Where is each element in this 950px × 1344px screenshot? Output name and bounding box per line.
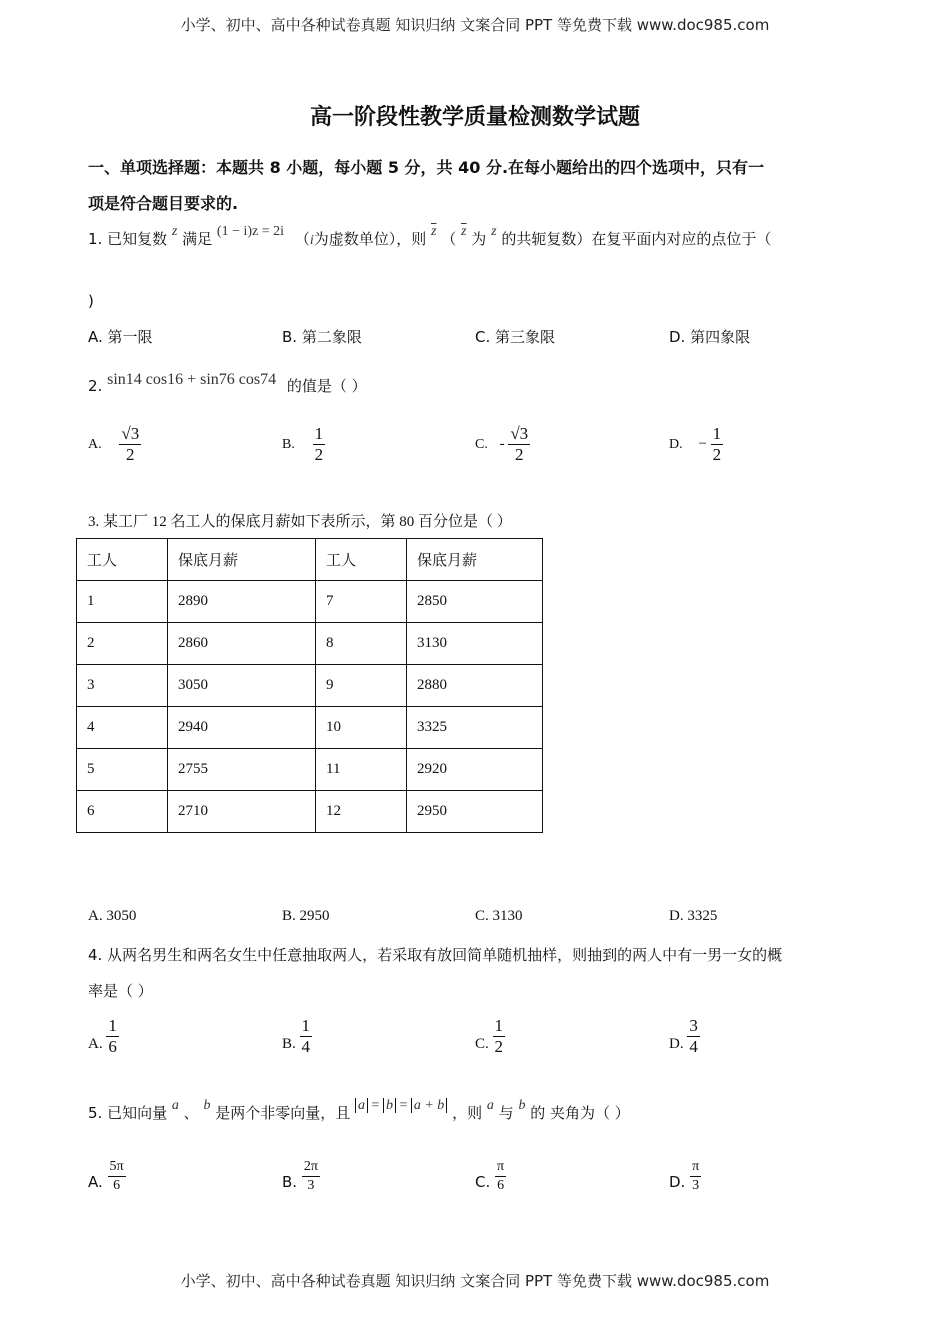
table-cell: 12 bbox=[316, 791, 407, 833]
table-cell: 2920 bbox=[407, 749, 543, 791]
q1-var-zbar-2: $\overline{z}$ bbox=[461, 224, 467, 239]
q4-option-c[interactable]: C. $\frac{1}{2}$ bbox=[475, 1016, 504, 1056]
section-heading-line1: 一、单项选择题：本题共 8 小题，每小题 5 分，共 40 分.在每小题给出的四个选项中，只有一 bbox=[88, 158, 765, 177]
q2-option-a[interactable]: A. $\frac{√3}{2}$ bbox=[88, 424, 140, 464]
table-cell: 1 bbox=[77, 581, 168, 623]
page-footer: 小学、初中、高中各种试卷真题 知识归纳 文案合同 PPT 等免费下载 www.doc985.com bbox=[180, 1272, 770, 1290]
table-header-cell: 保底月薪 bbox=[168, 539, 316, 581]
q5-option-c[interactable]: C. $\frac{\pi}{6}$ bbox=[475, 1159, 505, 1193]
table-cell: 2860 bbox=[168, 623, 316, 665]
table-cell: 5 bbox=[77, 749, 168, 791]
table-cell: 8 bbox=[316, 623, 407, 665]
section-heading-line2: 项是符合题目要求的. bbox=[88, 194, 239, 213]
q1-text-3: （ bbox=[294, 230, 310, 248]
table-cell: 2850 bbox=[407, 581, 543, 623]
q1-text-7: 的共轭复数）在复平面内对应的点位于（ bbox=[501, 230, 772, 248]
q1-number: 1. bbox=[88, 230, 103, 248]
q1-equation: (1 − i)z = 2i bbox=[216, 224, 285, 239]
table-header-cell: 工人 bbox=[316, 539, 407, 581]
q5-option-b[interactable]: B. $\frac{2\pi}{3}$ bbox=[282, 1159, 318, 1193]
question-4-line1: 4. 从两名男生和两名女生中任意抽取两人，若采取有放回简单随机抽样，则抽到的两人中有一男一女的概 bbox=[88, 946, 783, 964]
q1-option-d[interactable]: D. 第四象限 bbox=[669, 328, 751, 346]
q5-option-d[interactable]: D. $\frac{\pi}{3}$ bbox=[669, 1159, 700, 1193]
q5-var-a-2: a bbox=[486, 1098, 494, 1113]
q1-close-paren: ) bbox=[88, 292, 94, 310]
q3-option-c[interactable]: C. 3130 bbox=[475, 908, 523, 924]
question-1 bbox=[88, 224, 772, 249]
q3-option-d[interactable]: D. 3325 bbox=[669, 908, 718, 924]
q1-text-1: 已知复数 bbox=[107, 230, 168, 248]
question-5 bbox=[88, 1098, 630, 1123]
q4-option-b[interactable]: B. $\frac{1}{4}$ bbox=[282, 1016, 311, 1056]
table-cell: 2940 bbox=[168, 707, 316, 749]
q4-option-a[interactable]: A. $\frac{1}{6}$ bbox=[88, 1016, 117, 1056]
table-cell: 6 bbox=[77, 791, 168, 833]
q2-tail: 的值是（ ） bbox=[286, 377, 367, 395]
q5-sep: 、 bbox=[183, 1104, 199, 1122]
q5-text-1: 已知向量 bbox=[107, 1104, 168, 1122]
salary-table bbox=[76, 538, 543, 833]
table-row bbox=[77, 791, 543, 833]
q5-var-b-2: b bbox=[518, 1098, 526, 1113]
q2-expression: sin14 cos16 + sin76 cos74 bbox=[107, 371, 277, 388]
table-cell: 3325 bbox=[407, 707, 543, 749]
table-cell: 2950 bbox=[407, 791, 543, 833]
table-cell: 2710 bbox=[168, 791, 316, 833]
table-header-cell: 保底月薪 bbox=[407, 539, 543, 581]
q1-option-b[interactable]: B. 第二象限 bbox=[282, 328, 362, 346]
q1-var-i: i bbox=[309, 233, 314, 248]
table-row bbox=[77, 623, 543, 665]
table-row bbox=[77, 707, 543, 749]
table-cell: 2890 bbox=[168, 581, 316, 623]
table-cell: 2880 bbox=[407, 665, 543, 707]
q2-option-c[interactable]: C. - $\frac{√3}{2}$ bbox=[475, 424, 529, 464]
q5-var-b: b bbox=[203, 1098, 211, 1113]
q5-option-a[interactable]: A. $\frac{5\pi}{6}$ bbox=[88, 1159, 124, 1193]
q1-text-4: 为虚数单位），则 bbox=[313, 230, 427, 248]
q1-var-z: z bbox=[171, 224, 178, 239]
table-cell: 3050 bbox=[168, 665, 316, 707]
table-cell: 3 bbox=[77, 665, 168, 707]
table-cell: 9 bbox=[316, 665, 407, 707]
table-row bbox=[77, 665, 543, 707]
q5-text-3: ，则 bbox=[452, 1104, 483, 1122]
page-header: 小学、初中、高中各种试卷真题 知识归纳 文案合同 PPT 等免费下载 www.doc985.com bbox=[180, 16, 770, 34]
q3-option-a[interactable]: A. 3050 bbox=[88, 908, 137, 924]
q5-condition: a = b = a + b bbox=[355, 1098, 447, 1113]
table-cell: 4 bbox=[77, 707, 168, 749]
q1-option-a[interactable]: A. 第一限 bbox=[88, 328, 153, 346]
table-cell: 2755 bbox=[168, 749, 316, 791]
q1-text-5: （ bbox=[441, 230, 457, 248]
q5-text-4: 与 bbox=[498, 1104, 514, 1122]
q2-option-d[interactable]: D. − $\frac{1}{2}$ bbox=[669, 424, 722, 464]
q1-option-c[interactable]: C. 第三象限 bbox=[475, 328, 556, 346]
q1-text-2: 满足 bbox=[182, 230, 213, 248]
table-row bbox=[77, 749, 543, 791]
q3-option-b[interactable]: B. 2950 bbox=[282, 908, 330, 924]
table-cell: 7 bbox=[316, 581, 407, 623]
q5-text-5: 的 夹角为（ ） bbox=[530, 1104, 630, 1122]
table-cell: 11 bbox=[316, 749, 407, 791]
q5-text-2: 是两个非零向量，且 bbox=[215, 1104, 351, 1122]
table-cell: 2 bbox=[77, 623, 168, 665]
q2-option-b[interactable]: B. $\frac{1}{2}$ bbox=[282, 424, 324, 464]
exam-title: 高一阶段性教学质量检测数学试题 bbox=[309, 105, 640, 130]
q5-number: 5. bbox=[88, 1104, 103, 1122]
q2-number: 2. bbox=[88, 377, 103, 395]
question-4-line2: 率是（ ） bbox=[88, 982, 153, 1000]
table-header-row bbox=[77, 539, 543, 581]
table-cell: 3130 bbox=[407, 623, 543, 665]
question-2 bbox=[88, 368, 367, 395]
table-cell: 10 bbox=[316, 707, 407, 749]
q1-text-6: 为 bbox=[471, 230, 487, 248]
question-3: 3. 某工厂 12 名工人的保底月薪如下表所示，第 80 百分位是（ ） bbox=[88, 514, 512, 530]
q1-var-zbar: $\overline{z}$ bbox=[431, 224, 437, 239]
q4-option-d[interactable]: D. $\frac{3}{4}$ bbox=[669, 1016, 698, 1056]
table-row bbox=[77, 581, 543, 623]
q1-var-z-2: z bbox=[491, 224, 497, 239]
q5-var-a: a bbox=[171, 1098, 179, 1113]
table-header-cell: 工人 bbox=[77, 539, 168, 581]
